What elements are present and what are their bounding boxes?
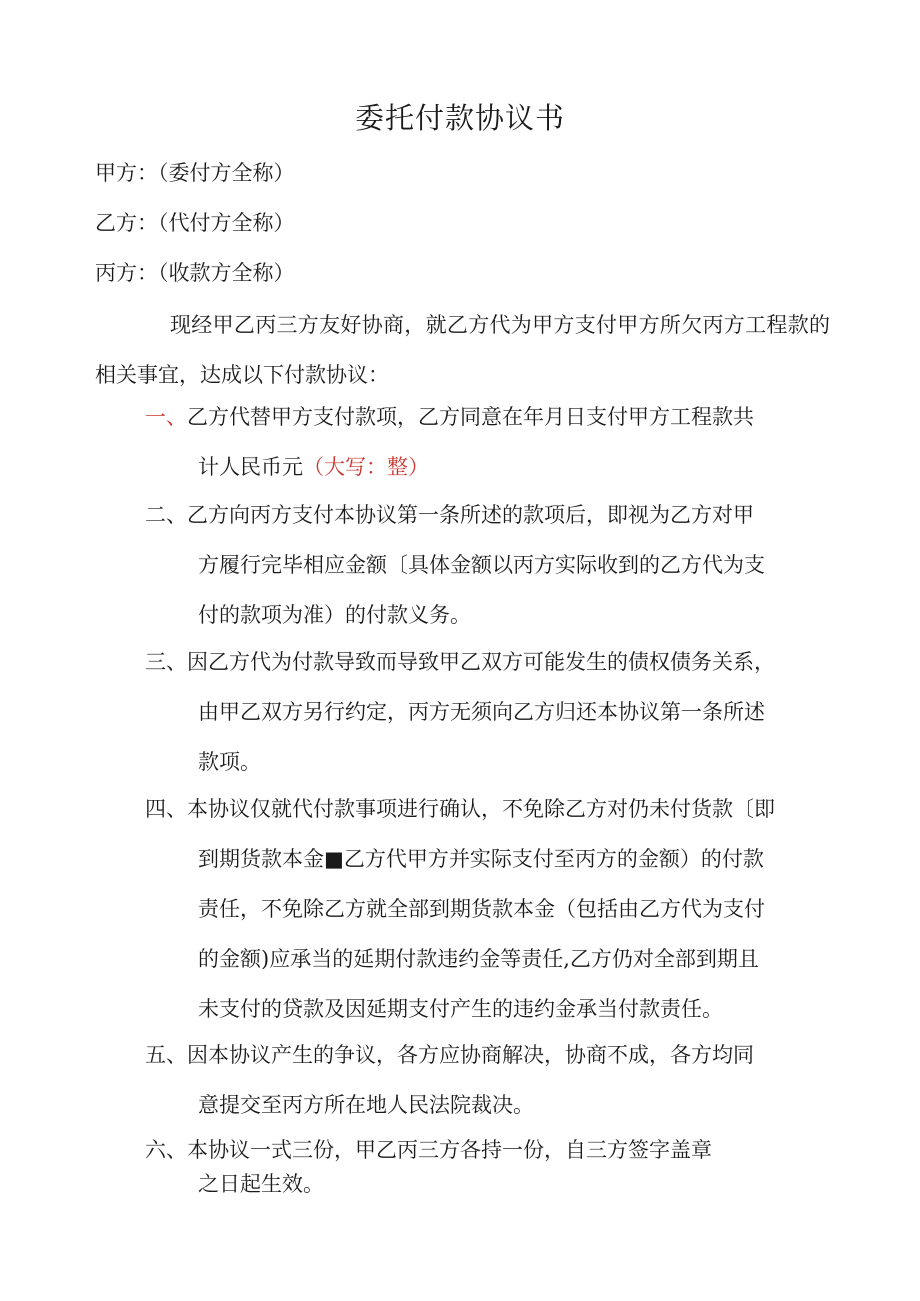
clause-number: 二、 (145, 503, 187, 527)
clause-number: 三、 (145, 650, 187, 674)
clause-line: 五、因本协议产生的争议，各方应协商解决，协商不成，各方均同 (145, 1043, 754, 1067)
clause-line: 未支付的贷款及因延期支付产生的违约金承当付款责任。 (198, 997, 723, 1021)
clause-line: 方履行完毕相应金额〔具体金额以丙方实际收到的乙方代为支 (198, 553, 765, 577)
clause-1 (145, 392, 835, 492)
clause-4 (145, 784, 835, 1034)
amount-capital-note: （大写：整） (303, 455, 429, 479)
party-c (95, 257, 295, 287)
clause-3 (145, 637, 835, 787)
party-a-label: 甲方： (95, 161, 158, 185)
intro-paragraph: 现经甲乙丙三方友好协商，就乙方代为甲方支付甲方所欠丙方工程款的相关事宜，达成以下付款协议： (95, 313, 830, 387)
clause-number: 五、 (145, 1043, 187, 1067)
clause-line: 款项。 (198, 750, 261, 774)
party-c-label: 丙方： (95, 261, 158, 285)
clause-5 (145, 1030, 835, 1130)
document-title: 委托付款协议书 (354, 101, 565, 135)
clause-line: 计人民币元（大写：整） (198, 455, 429, 479)
clause-line: 四、本协议仅就代付款事项进行确认，不免除乙方对仍未付货款〔即 (145, 797, 775, 821)
clause-6 (145, 1133, 835, 1201)
clause-line: 二、乙方向丙方支付本协议第一条所述的款项后，即视为乙方对甲 (145, 503, 754, 527)
clause-line: 一、乙方代替甲方支付款项，乙方同意在年月日支付甲方工程款共 (145, 405, 754, 429)
clause-line: 意提交至丙方所在地人民法院裁决。 (198, 1093, 534, 1117)
clause-line: 三、因乙方代为付款导致而导致甲乙双方可能发生的债权债务关系， (145, 650, 775, 674)
party-a (95, 157, 295, 187)
clause-line: 六、本协议一式三份，甲乙丙三方各持一份，自三方签字盖章 (145, 1138, 712, 1162)
clause-line: 由甲乙双方另行约定，丙方无须向乙方归还本协议第一条所述 (198, 700, 765, 724)
clause-number: 六、 (145, 1138, 187, 1162)
clause-line: 责任，不免除乙方就全部到期货款本金（包括由乙方代为支付 (198, 897, 765, 921)
clause-line: 的金额)应承当的延期付款违约金等责任,乙方仍对全部到期且 (198, 947, 759, 971)
clause-line: 到期货款本金■乙方代甲方并实际支付至丙方的金额）的付款 (198, 847, 764, 871)
party-b (95, 207, 295, 237)
clause-line: 付的款项为准）的付款义务。 (198, 603, 471, 627)
party-a-value: （委付方全称） (158, 161, 295, 185)
clause-number: 一、 (145, 405, 187, 429)
clause-2 (145, 490, 835, 640)
clause-line: 之日起生效。 (198, 1172, 324, 1196)
party-b-value: （代付方全称） (158, 211, 295, 235)
party-c-value: （收款方全称） (158, 261, 295, 285)
party-b-label: 乙方： (95, 211, 158, 235)
clause-number: 四、 (145, 797, 187, 821)
